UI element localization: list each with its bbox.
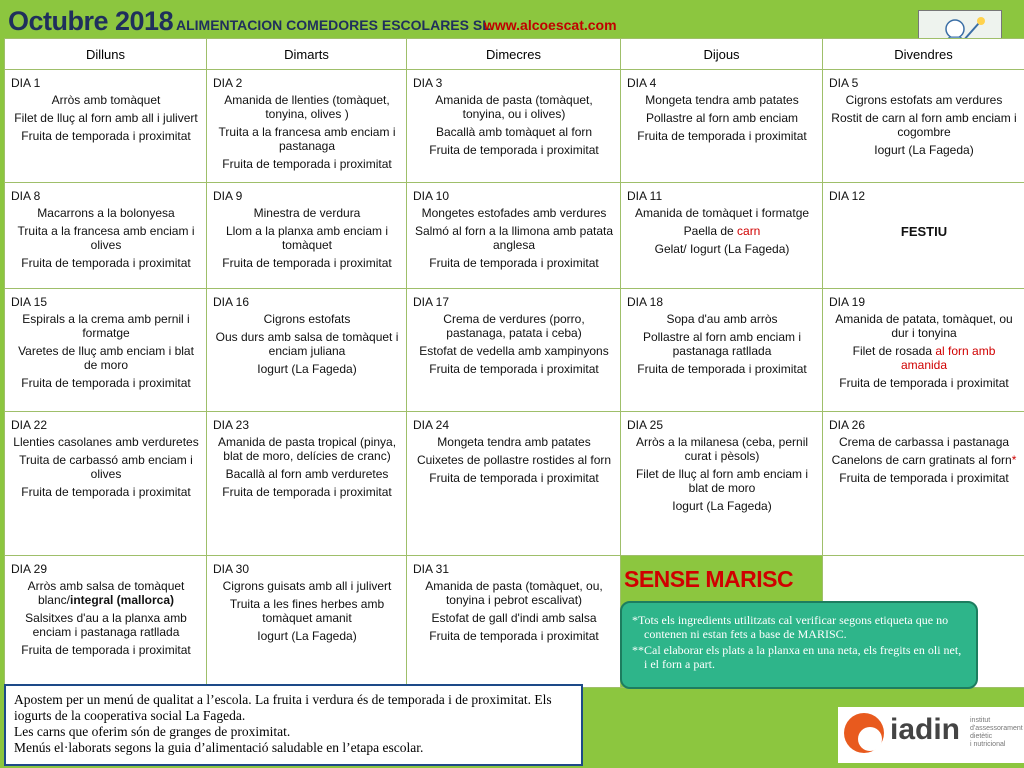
dish-item: Cuixetes de pollastre rostides al forn — [416, 453, 612, 467]
dish-item: Mongeta tendra amb patates — [645, 93, 799, 107]
dish-item: Filet de rosada al forn amb amanida — [852, 344, 996, 372]
dish-item: Fruita de temporada i proximitat — [429, 471, 599, 485]
day-header: Dimarts — [207, 39, 407, 70]
dish-item: Amanida de pasta (tomàquet, ou, tonyina i pebrot escalivat) — [425, 579, 603, 607]
day-number: DIA 8 — [11, 189, 41, 203]
day-number: DIA 18 — [627, 295, 664, 309]
day-header: Dimecres — [407, 39, 621, 70]
dish-item: Fruita de temporada i proximitat — [637, 129, 807, 143]
dish-item: Fruita de temporada i proximitat — [429, 143, 599, 157]
day-number: DIA 26 — [829, 418, 866, 432]
day-number: DIA 12 — [829, 189, 866, 203]
day-number: DIA 19 — [829, 295, 866, 309]
dish-item: Salmó al forn a la llimona amb patata anglesa — [414, 224, 614, 252]
dish-item: Fruita de temporada i proximitat — [637, 362, 807, 376]
footer-line: Menús el·laborats segons la guia d’alimentació saludable en l’etapa escolar. — [14, 740, 424, 755]
dish-item: Iogurt (La Fageda) — [672, 499, 772, 513]
sense-marisc-label: SENSE MARISC — [624, 566, 794, 592]
dish-item: Amanida de patata, tomàquet, ou dur i tonyina — [835, 312, 1013, 340]
dish-item: Bacallà amb tomàquet al forn — [435, 125, 593, 139]
dish-item: Sopa d'au amb arròs — [666, 312, 778, 326]
dish-item: Truita a les fines herbes amb tomàquet amanit — [229, 597, 385, 625]
dish-item: Fruita de temporada i proximitat — [429, 629, 599, 643]
note-line: **Cal elaborar els plats a la planxa en una neta, els fregits en oli net, i el forn a part. — [632, 643, 962, 671]
footer-line: Apostem per un menú de qualitat a l’escola. La fruita i verdura és de temporada i de proximitat. Els iogurts de la cooperativa social La Fageda. — [14, 692, 552, 723]
dish-item: Amanida de tomàquet i formatge — [634, 206, 810, 220]
dish-item: Arròs a la milanesa (ceba, pernil curat i pèsols) — [635, 435, 809, 463]
day-number: DIA 31 — [413, 562, 450, 576]
page-header — [0, 0, 1024, 38]
dish-item: Iogurt (La Fageda) — [257, 629, 357, 643]
dish-item: Iogurt (La Fageda) — [874, 143, 974, 157]
dish-item: Bacallà al forn amb verduretes — [225, 467, 389, 481]
note-line: *Tots els ingredients utilitzats cal verificar segons etiqueta que no contenen ni estan fets a base de MARISC. — [632, 613, 949, 641]
dish-item: Mongetes estofades amb verdures — [421, 206, 607, 220]
day-cell — [407, 183, 621, 289]
dish-item: Crema de carbassa i pastanaga — [838, 435, 1010, 449]
dish-item: Filet de lluç al forn amb all i julivert — [14, 111, 198, 125]
dish-item: Cigrons estofats — [263, 312, 351, 326]
day-cell — [823, 289, 1024, 412]
dish-item: Pollastre al forn amb enciam i pastanaga ratllada — [642, 330, 802, 358]
dish-item: Fruita de temporada i proximitat — [839, 376, 1009, 390]
dish-item: Rostit de carn al forn amb enciam i cogombre — [831, 111, 1017, 139]
dish-item: Minestra de verdura — [253, 206, 361, 220]
week-row — [5, 183, 1024, 289]
day-number: DIA 9 — [213, 189, 243, 203]
dish-item: Estofat de gall d'indi amb salsa — [431, 611, 597, 625]
day-cell — [407, 412, 621, 556]
iadin-logo — [838, 707, 1024, 763]
dish-item: Fruita de temporada i proximitat — [21, 376, 191, 390]
day-cell — [621, 70, 823, 183]
day-number: DIA 2 — [213, 76, 243, 90]
menu-body — [5, 70, 1024, 688]
day-cell — [621, 289, 823, 412]
day-cell — [5, 289, 207, 412]
dish-item: Truita a la francesa amb enciam i olives — [17, 224, 195, 252]
day-cell — [207, 412, 407, 556]
dish-item: Amanida de pasta tropical (pinya, blat de moro, delícies de cranc) — [217, 435, 397, 463]
dish-item: Espirals a la crema amb pernil i formatge — [22, 312, 190, 340]
website-link[interactable]: www.alcoescat.com — [484, 17, 617, 33]
dish-item: Pollastre al forn amb enciam — [645, 111, 799, 125]
dish-item: Gelat/ Iogurt (La Fageda) — [654, 242, 790, 256]
day-number: DIA 15 — [11, 295, 48, 309]
week-row — [5, 289, 1024, 412]
dish-item: Llenties casolanes amb verduretes — [13, 435, 199, 449]
week-row — [5, 412, 1024, 556]
day-cell — [207, 289, 407, 412]
day-header-row — [5, 39, 1024, 70]
dish-item: Amanida de pasta (tomàquet, tonyina, ou i olives) — [435, 93, 593, 121]
footer-note — [4, 684, 583, 766]
dish-item: Fruita de temporada i proximitat — [21, 643, 191, 657]
day-cell — [823, 412, 1024, 556]
day-number: DIA 30 — [213, 562, 250, 576]
day-cell — [407, 289, 621, 412]
iadin-wordmark: iadin — [890, 713, 961, 746]
dish-item: Canelons de carn gratinats al forn* — [831, 453, 1017, 467]
week-row — [5, 70, 1024, 183]
dish-item: Crema de verdures (porro, pastanaga, patata i ceba) — [443, 312, 585, 340]
dish-item: Arròs amb tomàquet — [51, 93, 161, 107]
day-number: DIA 17 — [413, 295, 450, 309]
dish-item: Fruita de temporada i proximitat — [839, 471, 1009, 485]
dish-item: Fruita de temporada i proximitat — [222, 157, 392, 171]
day-cell — [207, 556, 407, 688]
dish-item: Estofat de vedella amb xampinyons — [419, 344, 609, 358]
dish-item: Paella de carn — [683, 224, 761, 238]
dish-item: Arròs amb salsa de tomàquet blanc/integral (mallorca) — [27, 579, 185, 607]
day-cell — [823, 70, 1024, 183]
day-number: DIA 25 — [627, 418, 664, 432]
dish-item: Iogurt (La Fageda) — [257, 362, 357, 376]
day-number: DIA 1 — [11, 76, 41, 90]
iadin-logo-icon — [844, 713, 884, 753]
iadin-subtitle: institut d'assessorament dietètic i nutricional — [970, 717, 1023, 748]
dish-item: Fruita de temporada i proximitat — [21, 485, 191, 499]
menu-table — [4, 38, 1024, 688]
dish-item: Ous durs amb salsa de tomàquet i enciam juliana — [215, 330, 399, 358]
day-cell — [5, 412, 207, 556]
day-number: DIA 29 — [11, 562, 48, 576]
day-cell — [823, 183, 1024, 289]
day-number: DIA 22 — [11, 418, 48, 432]
day-cell — [407, 556, 621, 688]
day-cell — [621, 412, 823, 556]
footer-line: Les carns que oferim són de granges de proximitat. — [14, 724, 291, 739]
day-number: DIA 11 — [627, 189, 663, 203]
dish-item: Salsitxes d'au a la planxa amb enciam i pastanaga ratllada — [25, 611, 187, 639]
day-cell — [621, 183, 823, 289]
day-number: DIA 10 — [413, 189, 450, 203]
dish-item: Fruita de temporada i proximitat — [21, 129, 191, 143]
dish-item: Macarrons a la bolonyesa — [37, 206, 175, 220]
dish-item: Fruita de temporada i proximitat — [222, 485, 392, 499]
dish-item: Varetes de lluç amb enciam i blat de moro — [18, 344, 194, 372]
day-header: Dilluns — [5, 39, 207, 70]
day-cell — [5, 556, 207, 688]
day-number: DIA 3 — [413, 76, 443, 90]
company-name: ALIMENTACION COMEDORES ESCOLARES SL — [176, 17, 491, 33]
dish-item: Truita de carbassó amb enciam i olives — [19, 453, 193, 481]
day-cell — [5, 183, 207, 289]
day-number: DIA 5 — [829, 76, 859, 90]
dish-item: Fruita de temporada i proximitat — [21, 256, 191, 270]
dish-item: Truita a la francesa amb enciam i pastanaga — [218, 125, 396, 153]
day-number: DIA 23 — [213, 418, 250, 432]
dish-item: Filet de lluç al forn amb enciam i blat de moro — [635, 467, 809, 495]
holiday-label: FESTIU — [900, 224, 948, 239]
dish-item: Fruita de temporada i proximitat — [429, 362, 599, 376]
day-cell — [407, 70, 621, 183]
page-title: Octubre 2018 — [8, 6, 174, 36]
dish-item: Cigrons estofats am verdures — [845, 93, 1003, 107]
dish-item: Llom a la planxa amb enciam i tomàquet — [225, 224, 389, 252]
day-header: Dijous — [621, 39, 823, 70]
dish-item: Amanida de llenties (tomàquet, tonyina, olives ) — [224, 93, 390, 121]
dish-item: Fruita de temporada i proximitat — [222, 256, 392, 270]
day-cell — [207, 183, 407, 289]
day-number: DIA 24 — [413, 418, 450, 432]
day-number: DIA 16 — [213, 295, 250, 309]
dish-item: Fruita de temporada i proximitat — [429, 256, 599, 270]
dish-item: Mongeta tendra amb patates — [437, 435, 591, 449]
dish-item: Cigrons guisats amb all i julivert — [222, 579, 392, 593]
day-cell — [5, 70, 207, 183]
day-number: DIA 4 — [627, 76, 657, 90]
allergen-notes — [620, 601, 978, 689]
day-cell — [207, 70, 407, 183]
day-header: Divendres — [823, 39, 1024, 70]
